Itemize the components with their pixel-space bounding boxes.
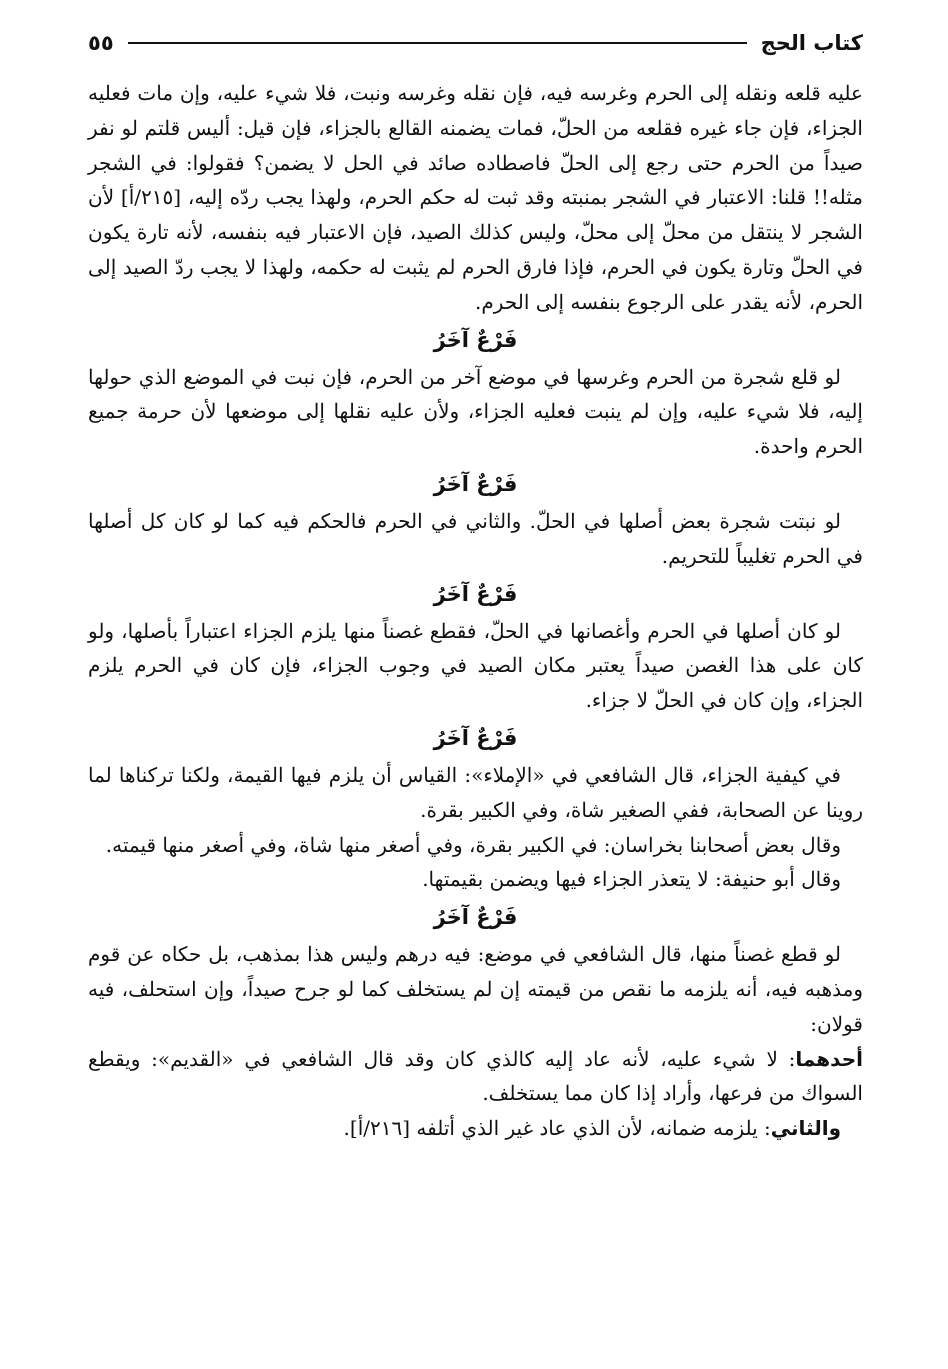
paragraph: عليه قلعه ونقله إلى الحرم وغرسه فيه، فإن نقله وغرسه ونبت، فلا شيء عليه، وإن مات فعليه الجزاء، فإن جاء غيره فقلعه من الحلّ، فمات يضمنه القالع بالجزاء، فإن قيل: أليس قلتم لو نفر صيداً من الحرم حتى رجع إلى الحلّ فاصطاده صائد في الحل لا يضمن؟ فقولوا: في الشجر مثله!! قلنا: الاعتبار في الشجر بمنبته وقد ثبت له حكم الحرم، ولهذا يجب ردّه إليه، [٢١٥/أ] لأن الشجر لا ينتقل من محلّ إلى محلّ، وليس كذلك الصيد، فإن الاعتبار فيه بنفسه، لأنه تارة يكون في الحلّ وتارة يكون في الحرم، فإذا فارق الحرم لم يثبت له حكمه، ولهذا لا يجب ردّ الصيد إلى الحرم، لأنه يقدر على الرجوع بنفسه إلى الحرم. (88, 81, 863, 314)
section-heading: فَرْعٌ آخَرُ (433, 471, 518, 496)
paragraph-text: : يلزمه ضمانه، لأن الذي عاد غير الذي أتلفه [٢١٦/أ]. (343, 1116, 771, 1141)
paragraph: وقال بعض أصحابنا بخراسان: في الكبير بقرة، وفي أصغر منها شاة، وفي أصغر منها قيمته. (105, 832, 841, 857)
running-header-title: كتاب الحج (760, 31, 863, 55)
header-divider (128, 42, 747, 44)
section-heading: فَرْعٌ آخَرُ (433, 905, 518, 930)
paragraph: وقال أبو حنيفة: لا يتعذر الجزاء فيها ويضمن بقيمتها. (422, 867, 841, 892)
paragraph (88, 1042, 863, 1112)
section-heading: فَرْعٌ آخَرُ (433, 327, 518, 352)
paragraph: لو كان أصلها في الحرم وأغصانها في الحلّ، فقطع غصناً منها يلزم الجزاء اعتباراً بأصلها، ولو كان على هذا الغصن صيداً يعتبر مكان الصيد في وجوب الجزاء، فإن كان في الحرم يلزم الجزاء، وإن كان في الحلّ لا جزاء. (88, 618, 863, 713)
paragraph-text: : لا شيء عليه، لأنه عاد إليه كالذي كان وقد قال الشافعي في «القديم»: ويقطع السواك من فرعها، وأراد إذا كان مما يستخلف. (88, 1046, 863, 1106)
section-heading: فَرْعٌ آخَرُ (433, 725, 518, 750)
paragraph: لو قطع غصناً منها، قال الشافعي في موضع: فيه درهم وليس هذا بمذهب، بل حكاه عن قوم ومذهبه فيه، أنه يلزمه ما نقص من قيمته إن لم يستخلف كما لو جرح صيداً، وإن استحلف، فيه قولان: (88, 942, 863, 1036)
running-header (88, 20, 863, 66)
page-number: ٥٥ (88, 31, 114, 55)
paragraph-lead-term: والثاني (770, 1116, 841, 1141)
paragraph: لو قلع شجرة من الحرم وغرسها في موضع آخر من الحرم، فإن نبت في الموضع الذي حولها إليه، فلا شيء عليه، وإن لم ينبت فعليه الجزاء، ولأن عليه نقلها إلى موضعها لأن حرمة جميع الحرم واحدة. (88, 364, 863, 459)
paragraph: لو نبتت شجرة بعض أصلها في الحلّ. والثاني في الحرم فالحكم فيه كما لو كان كل أصلها في الحرم تغليباً للتحريم. (88, 508, 863, 568)
section-heading: فَرْعٌ آخَرُ (433, 581, 518, 606)
paragraph-lead-term: أحدهما (795, 1046, 863, 1071)
paragraph (88, 1111, 863, 1146)
paragraph: في كيفية الجزاء، قال الشافعي في «الإملاء»: القياس أن يلزم فيها القيمة، ولكنا تركناها لما روينا عن الصحابة، ففي الصغير شاة، وفي الكبير بقرة. (88, 762, 863, 822)
main-text (88, 76, 863, 1146)
book-page (88, 20, 863, 1349)
